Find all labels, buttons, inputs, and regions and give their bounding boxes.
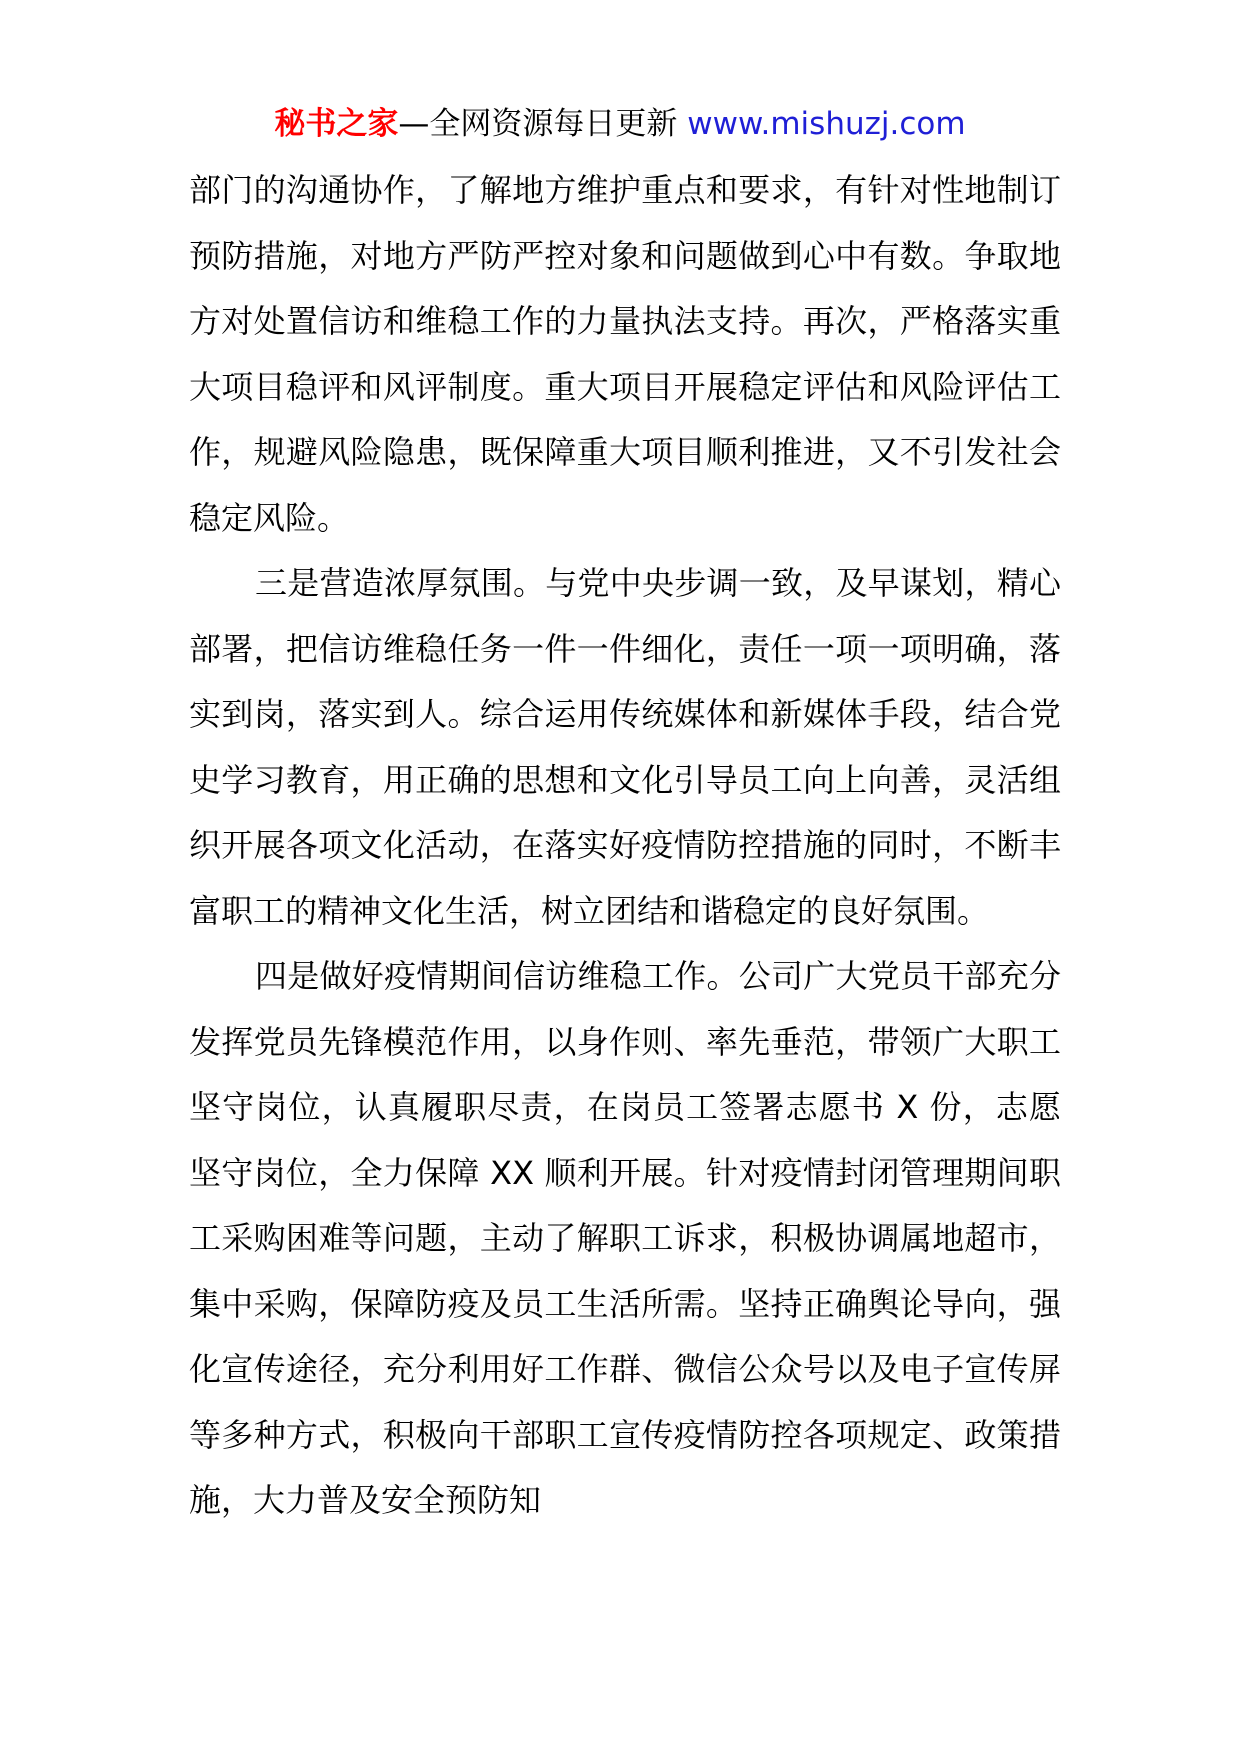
header-slogan: —全网资源每日更新 (398, 106, 688, 142)
site-header (0, 100, 1240, 148)
paragraph-1: 部门的沟通协作，了解地方维护重点和要求，有针对性地制订预防措施，对地方严防严控对象和问题做到心中有数。争取地方对处置信访和维稳工作的力量执法支持。再次，严格落实重大项目稳评和风评制度。重大项目开展稳定评估和风险评估工作，规避风险隐患，既保障重大项目顺利推进，又不引发社会稳定风险。 (189, 171, 1061, 537)
document-body (189, 158, 1061, 1534)
paragraph-2: 三是营造浓厚氛围。与党中央步调一致，及早谋划，精心部署，把信访维稳任务一件一件细化，责任一项一项明确，落实到岗，落实到人。综合运用传统媒体和新媒体手段，结合党史学习教育，用正确的思想和文化引导员工向上向善，灵活组织开展各项文化活动，在落实好疫情防控措施的同时，不断丰富职工的精神文化生活，树立团结和谐稳定的良好氛围。 (189, 564, 1061, 930)
site-url-link[interactable]: www.mishuzj.com (687, 106, 966, 142)
paragraph-3: 四是做好疫情期间信访维稳工作。公司广大党员干部充分发挥党员先锋模范作用，以身作则、率先垂范，带领广大职工坚守岗位，认真履职尽责，在岗员工签署志愿书 X 份，志愿坚守岗位，全力保障 XX 顺利开展。针对疫情封闭管理期间职工采购困难等问题，主动了解职工诉求，积极协调属地超市，集中采购，保障防疫及员工生活所需。坚持正确舆论导向，强化宣传途径，充分利用好工作群、微信公众号以及电子宣传屏等多种方式，积极向干部职工宣传疫情防控各项规定、政策措施，大力普及安全预防知 (189, 957, 1061, 1519)
brand-name: 秘书之家 (274, 106, 399, 142)
